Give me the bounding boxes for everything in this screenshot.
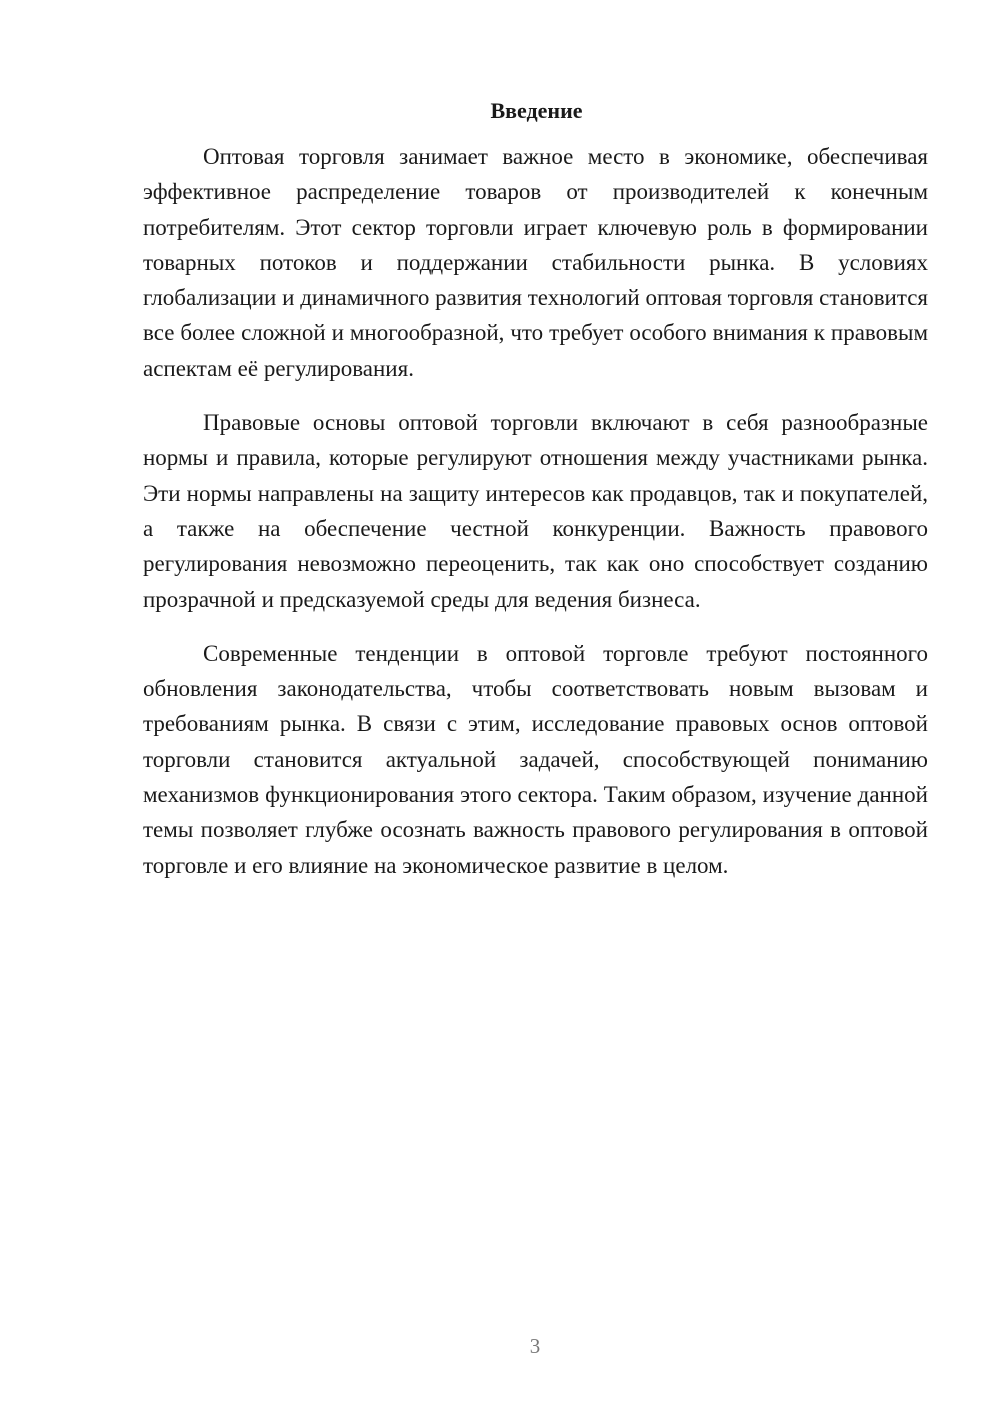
- section-heading: Введение: [490, 98, 583, 123]
- page-number: 3: [529, 1334, 541, 1358]
- paragraph-3: Современные тенденции в оптовой торговле требуют постоянного обновления законодательства, чтобы соответствовать новым вызовам и требованиям рынка. В связи с этим, исследование правовых основ оптовой торговли становится актуальной задачей, способствующей пониманию механизмов функционирования этого сектора. Таким образом, изучение данной темы позволяет глубже осознать важность правового регулирования в оптовой торговле и его влияние на экономическое развитие в целом.: [143, 640, 928, 878]
- document-page: [143, 96, 928, 902]
- paragraph-1: Оптовая торговля занимает важное место в экономике, обеспечивая эффективное распределение товаров от производителей к конечным потребителям. Этот сектор торговли играет ключевую роль в формировании товарных потоков и поддержании стабильности рынка. В условиях глобализации и динамичного развития технологий оптовая торговля становится все более сложной и многообразной, что требует особого внимания к правовым аспектам её регулирования.: [143, 144, 928, 381]
- paragraph-2: Правовые основы оптовой торговли включают в себя разнообразные нормы и правила, которые регулируют отношения между участниками рынка. Эти нормы направлены на защиту интересов как продавцов, так и покупателей, а также на обеспечение честной конкуренции. Важность правового регулирования невозможно переоценить, так как оно способствует созданию прозрачной и предсказуемой среды для ведения бизнеса.: [143, 410, 928, 612]
